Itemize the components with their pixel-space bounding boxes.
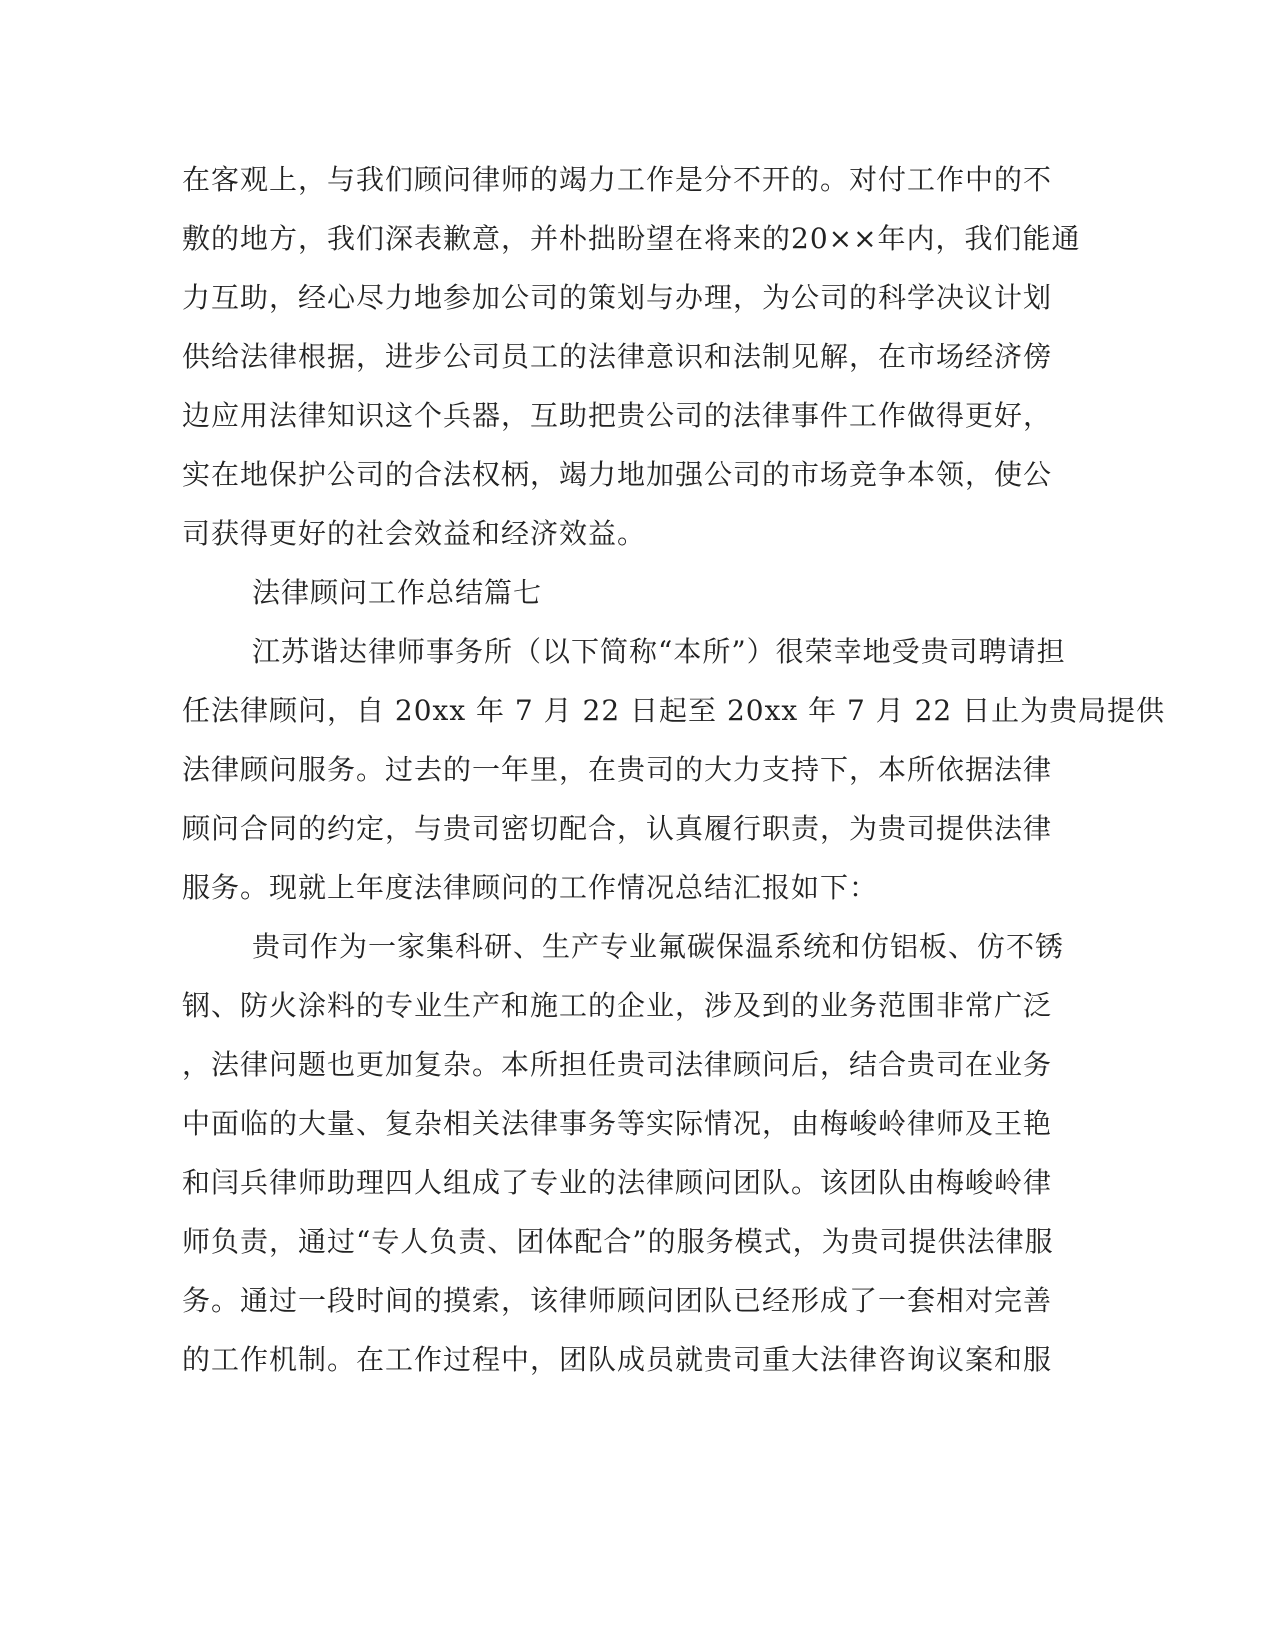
text-line: ，法律问题也更加复杂。本所担任贵司法律顾问后，结合贵司在业务 <box>182 1048 1053 1081</box>
text-line: 江苏谐达律师事务所（以下简称“本所”）很荣幸地受贵司聘请担 <box>252 635 1066 668</box>
text-line: 的工作机制。在工作过程中，团队成员就贵司重大法律咨询议案和服 <box>182 1343 1053 1376</box>
text-line: 师负责，通过“专人负责、团体配合”的服务模式，为贵司提供法律服 <box>182 1225 1054 1258</box>
text-line: 力互助，经心尽力地参加公司的策划与办理，为公司的科学决议计划 <box>182 281 1053 314</box>
text-line: 贵司作为一家集科研、生产专业氟碳保温系统和仿铝板、仿不锈 <box>252 930 1065 963</box>
text-line: 供给法律根据，进步公司员工的法律意识和法制见解，在市场经济傍 <box>182 340 1053 373</box>
text-line: 中面临的大量、复杂相关法律事务等实际情况，由梅峻岭律师及王艳 <box>182 1107 1053 1140</box>
section-heading: 法律顾问工作总结篇七 <box>252 576 543 609</box>
text-line: 敷的地方，我们深表歉意，并朴拙盼望在将来的20××年内，我们能通 <box>182 222 1081 255</box>
text-line: 任法律顾问，自 20xx 年 7 月 22 日起至 20xx 年 7 月 22 日止为贵局提供 <box>182 694 1166 727</box>
text-line: 边应用法律知识这个兵器，互助把贵公司的法律事件工作做得更好， <box>182 399 1053 432</box>
text-line: 司获得更好的社会效益和经济效益。 <box>182 517 647 550</box>
text-line: 法律顾问服务。过去的一年里，在贵司的大力支持下，本所依据法律 <box>182 753 1053 786</box>
text-line: 钢、防火涂料的专业生产和施工的企业，涉及到的业务范围非常广泛 <box>182 989 1053 1022</box>
text-line: 在客观上，与我们顾问律师的竭力工作是分不开的。对付工作中的不 <box>182 163 1053 196</box>
text-line: 服务。现就上年度法律顾问的工作情况总结汇报如下： <box>182 871 879 904</box>
text-line: 务。通过一段时间的摸索，该律师顾问团队已经形成了一套相对完善 <box>182 1284 1053 1317</box>
text-line: 和闫兵律师助理四人组成了专业的法律顾问团队。该团队由梅峻岭律 <box>182 1166 1053 1199</box>
text-line: 顾问合同的约定，与贵司密切配合，认真履行职责，为贵司提供法律 <box>182 812 1053 845</box>
text-line: 实在地保护公司的合法权柄，竭力地加强公司的市场竞争本领，使公 <box>182 458 1053 491</box>
